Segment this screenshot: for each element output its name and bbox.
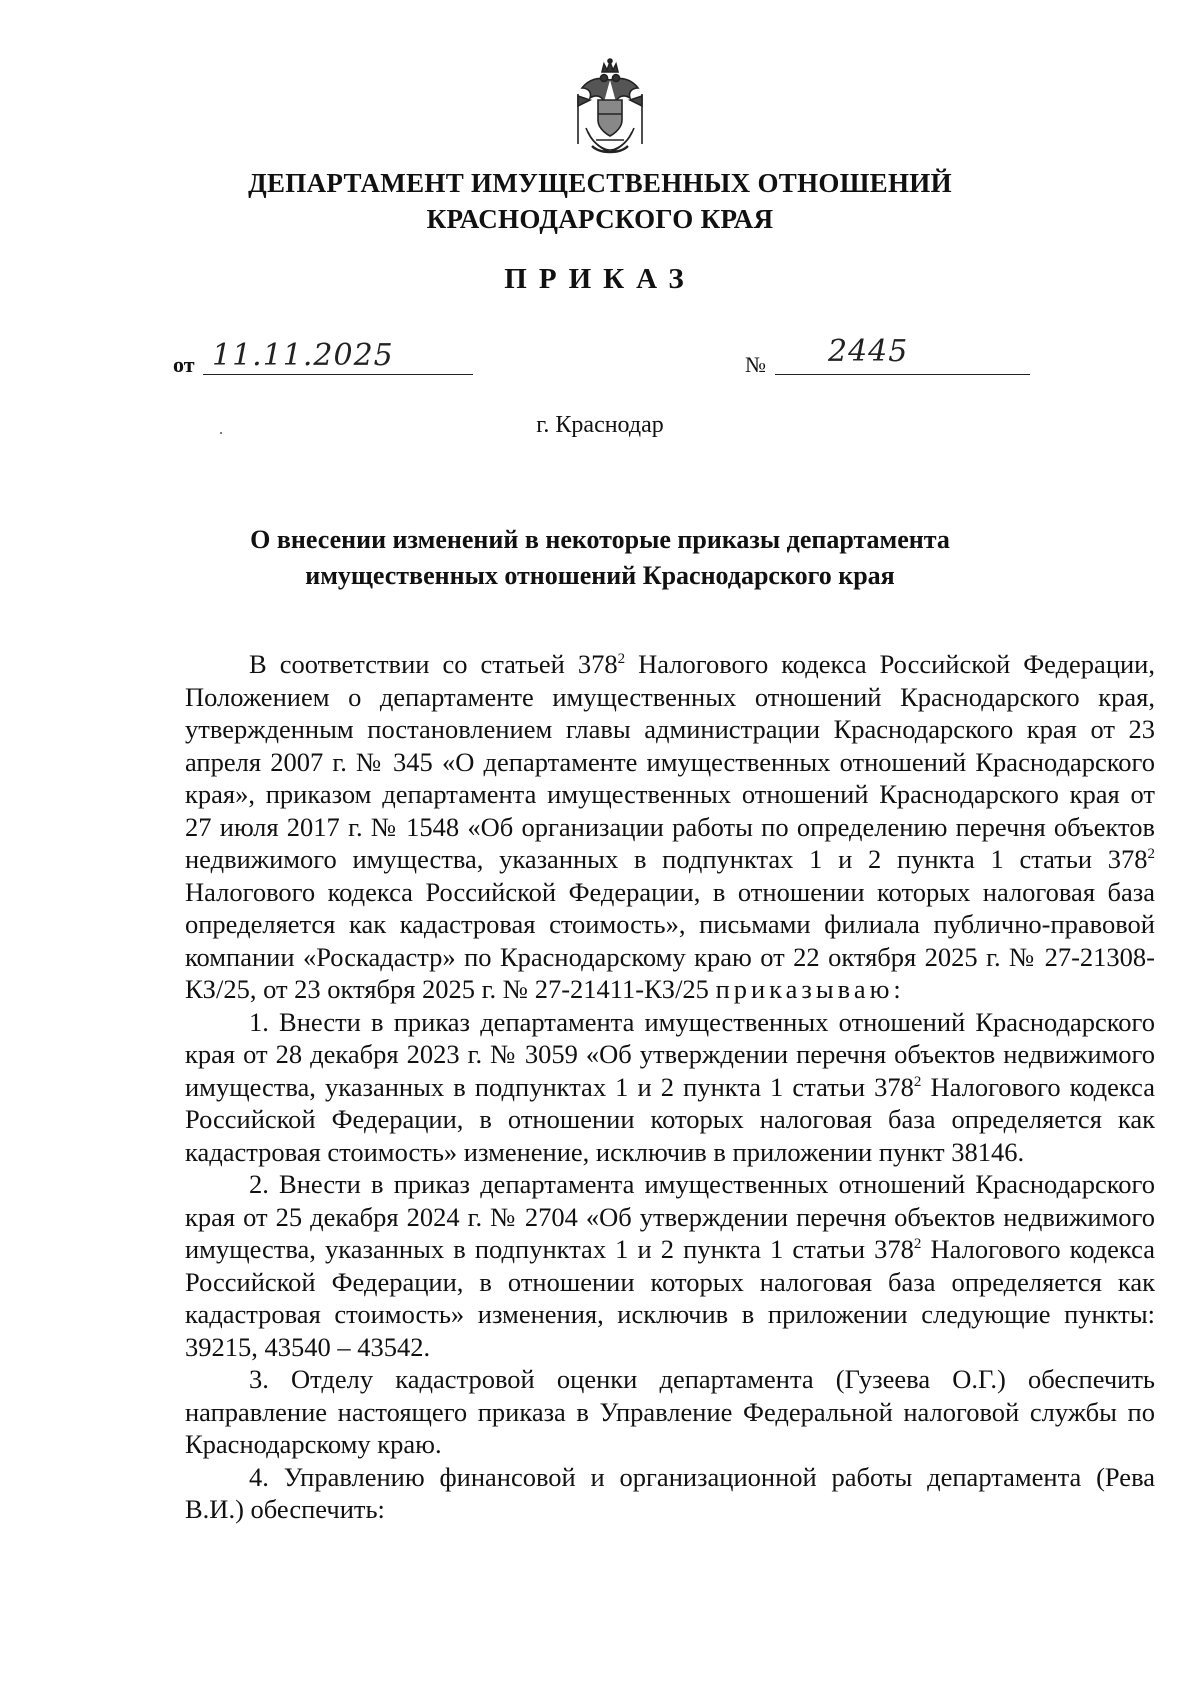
preamble-paragraph [185, 648, 1155, 1006]
item-1-text-b: Налогового кодекса Российской Федерации, в отношении которых налоговая база определяется как кадастровая стоимость» изменение, исключив в приложении пункт 38146. [185, 1071, 1155, 1167]
number-underline [775, 374, 1030, 375]
coat-of-arms-icon [568, 58, 652, 158]
superscript: 2 [617, 651, 626, 668]
document-body [185, 648, 1155, 1526]
superscript: 2 [913, 1236, 922, 1253]
number-label: № [745, 352, 766, 377]
item-1-paragraph [185, 1006, 1155, 1169]
date-number-row [0, 334, 1200, 382]
date-label: от [173, 352, 195, 377]
subject-line2: имущественных отношений Краснодарского края [305, 561, 895, 590]
document-type-heading: ПРИКАЗ [504, 263, 696, 295]
document-subject [0, 522, 1200, 594]
order-verb: приказываю: [715, 974, 905, 1004]
item-1-text-a: 1. Внести в приказ департамента имущественных отношений Краснодарского края от 28 декабря 2023 г. № 3059 «Об утверждении перечня объектов недвижимого имущества, указанных в подпунктах 1 и 2 пункта 1 статьи 378 [185, 1006, 1155, 1102]
item-2-text-a: 2. Внести в приказ департамента имущественных отношений Краснодарского края от 25 декабря 2024 г. № 2704 «Об утверждении перечня объектов недвижимого имущества, указанных в подпунктах 1 и 2 пункта 1 статьи 378 [185, 1169, 1155, 1264]
preamble-text-b: Налогового кодекса Российской Федерации, Положением о департаменте имущественных отношений Краснодарского края, утвержденным постановлением главы администрации Краснодарского края от 23 апреля 2007 г. № 345 «О департаменте имущественных отношений Краснодарского края», приказом департамента имущественных отношений Краснодарского края от 27 июля 2017 г. № 1548 «Об организации работы по определению перечня объектов недвижимого имущества, указанных в подпунктах 1 и 2 пункта 1 статьи 378 [185, 649, 1155, 874]
item-3-paragraph: 3. Отделу кадастровой оценки департамента (Гузеева О.Г.) обеспечить направление настоящего приказа в Управление Федеральной налоговой службы по Краснодарскому краю. [185, 1364, 1155, 1459]
subject-line1: О внесении изменений в некоторые приказы департамента [250, 525, 950, 554]
city-line: г. Краснодар [536, 412, 664, 438]
department-title-line2: КРАСНОДАРСКОГО КРАЯ [426, 204, 774, 234]
preamble-text-a: В соответствии со статьей 378 [249, 649, 618, 679]
superscript: 2 [913, 1073, 922, 1090]
superscript: 2 [1147, 846, 1155, 863]
item-4-paragraph: 4. Управлению финансовой и организационной работы департамента (Рева В.И.) обеспечить: [185, 1461, 1155, 1524]
preamble-text-c: Налогового кодекса Российской Федерации, в отношении которых налоговая база определяется как кадастровая стоимость», письмами филиала публично-правовой компании «Роскадастр» по Краснодарскому краю от 22 октября 2025 г. № 27-21308-КЗ/25, от 23 октября 2025 г. № 27-21411-КЗ/25 [185, 876, 1155, 1004]
date-underline [203, 374, 473, 375]
handwritten-number: 2445 [828, 334, 909, 369]
department-title-line1: ДЕПАРТАМЕНТ ИМУЩЕСТВЕННЫХ ОТНОШЕНИЙ [248, 168, 952, 198]
handwritten-date: 11.11.2025 [212, 338, 394, 373]
item-2-text-b: Налогового кодекса Российской Федерации, в отношении которых налоговая база определяется как кадастровая стоимость» изменения, исключив в приложении следующие пункты: 39215, 43540 – 43542. [185, 1234, 1155, 1362]
item-2-paragraph [185, 1168, 1155, 1363]
